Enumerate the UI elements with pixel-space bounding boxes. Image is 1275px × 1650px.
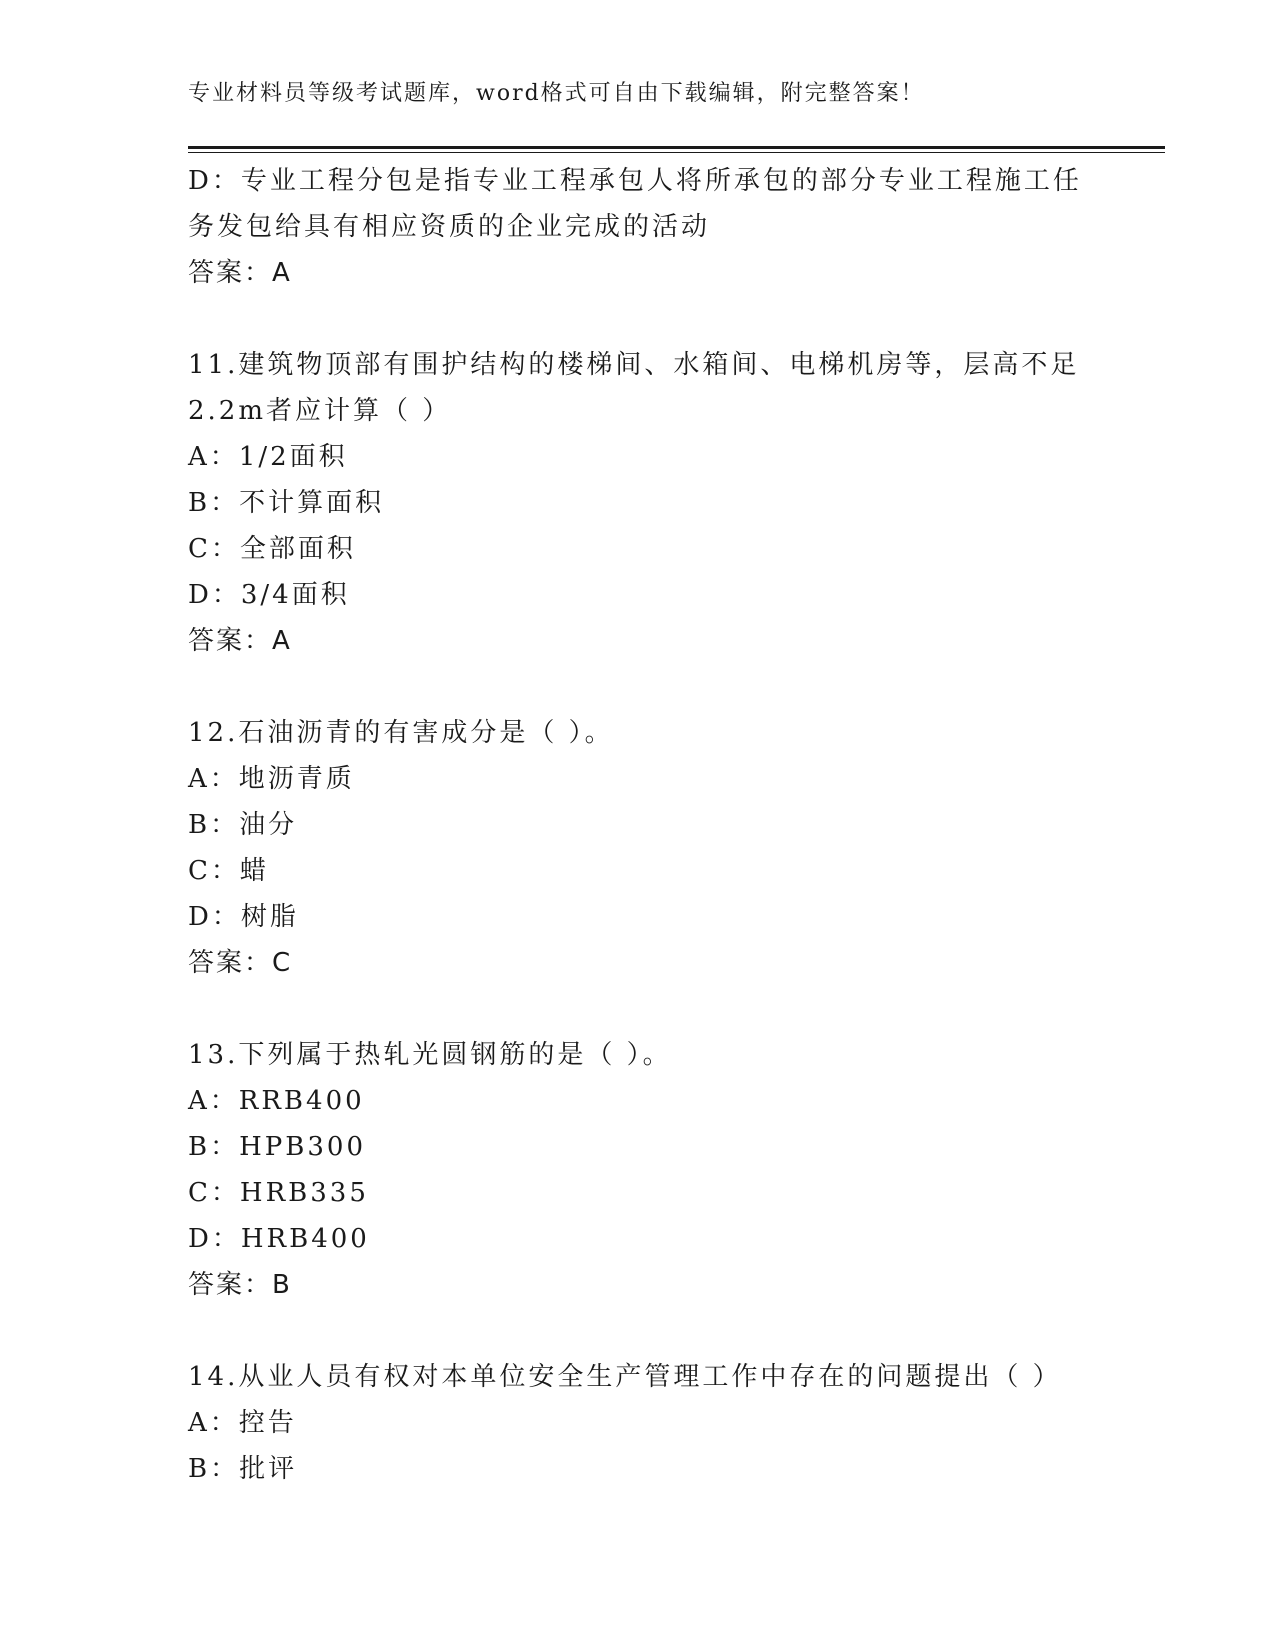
previous-question-tail <box>188 158 1088 296</box>
spacer <box>188 664 1088 710</box>
page-header: 专业材料员等级考试题库，word格式可自由下载编辑，附完整答案！ <box>188 81 925 106</box>
question-12 <box>188 710 1088 986</box>
option-a: A：控告 <box>188 1408 297 1438</box>
option-a: A：地沥青质 <box>188 764 355 794</box>
answer-line: 答案：B <box>188 1270 292 1300</box>
option-c: C：HRB335 <box>188 1178 369 1208</box>
option-d: D：HRB400 <box>188 1224 370 1254</box>
header-rule-thick <box>188 146 1165 149</box>
option-d-line2: 务发包给具有相应资质的企业完成的活动 <box>188 212 711 242</box>
header-rule-thin <box>188 152 1165 153</box>
option-c: C：全部面积 <box>188 534 356 564</box>
question-stem: 13.下列属于热轧光圆钢筋的是（ ）。 <box>188 1040 672 1070</box>
question-stem: 12.石油沥青的有害成分是（ ）。 <box>188 718 614 748</box>
option-b: B：油分 <box>188 810 298 840</box>
question-stem-line1: 11.建筑物顶部有围护结构的楼梯间、水箱间、电梯机房等，层高不足 <box>188 350 1080 380</box>
question-stem: 14.从业人员有权对本单位安全生产管理工作中存在的问题提出（ ） <box>188 1362 1062 1392</box>
question-11 <box>188 342 1088 664</box>
question-14 <box>188 1354 1088 1492</box>
option-c: C：蜡 <box>188 856 269 886</box>
spacer <box>188 296 1088 342</box>
question-stem-line2: 2.2m者应计算（ ） <box>188 396 452 426</box>
option-a: A：RRB400 <box>188 1086 365 1116</box>
question-13 <box>188 1032 1088 1308</box>
answer-line: 答案：A <box>188 626 292 656</box>
answer-line: 答案：A <box>188 258 292 288</box>
spacer <box>188 1308 1088 1354</box>
option-d: D：树脂 <box>188 902 299 932</box>
option-b: B：批评 <box>188 1454 298 1484</box>
spacer <box>188 986 1088 1032</box>
answer-line: 答案：C <box>188 948 293 978</box>
question-content <box>188 158 1088 1492</box>
option-d: D：3/4面积 <box>188 580 350 610</box>
option-a: A：1/2面积 <box>188 442 348 472</box>
option-d-line1: D：专业工程分包是指专业工程承包人将所承包的部分专业工程施工任 <box>188 166 1082 196</box>
option-b: B：不计算面积 <box>188 488 385 518</box>
option-b: B：HPB300 <box>188 1132 367 1162</box>
